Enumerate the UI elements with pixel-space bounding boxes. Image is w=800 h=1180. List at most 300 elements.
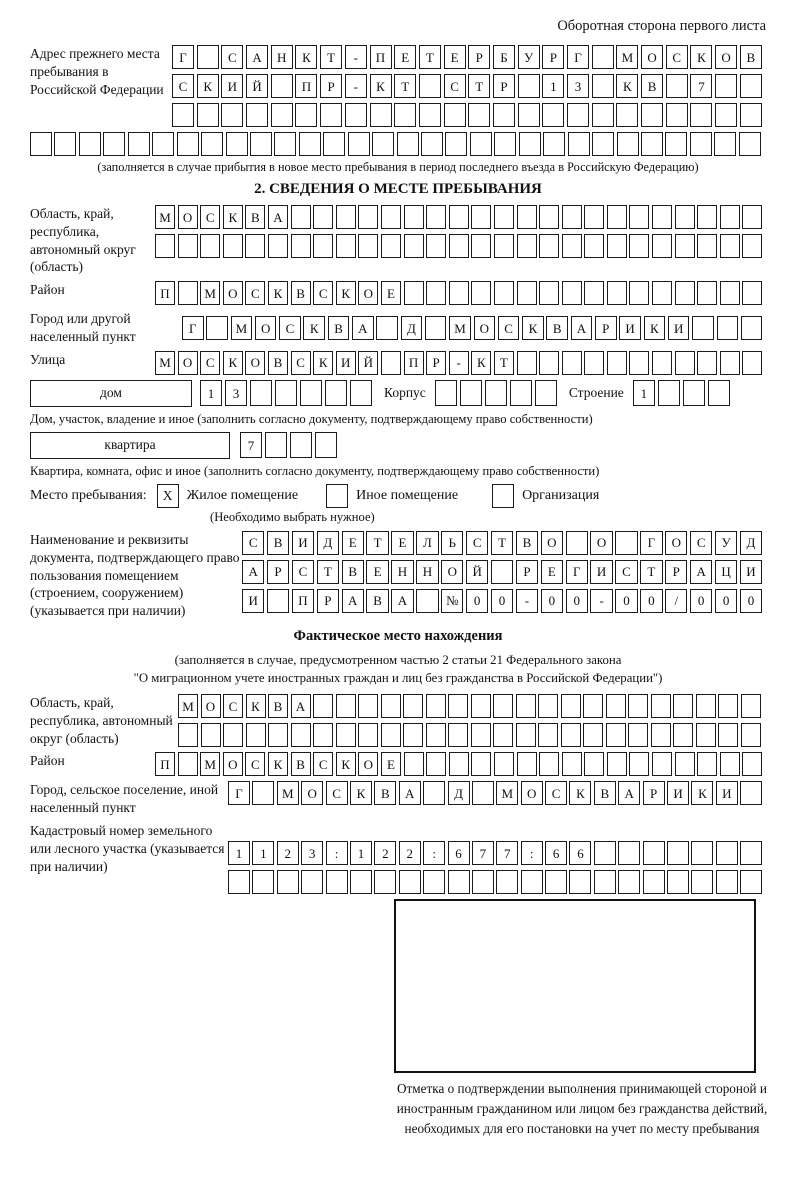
form-cell	[592, 74, 614, 98]
form-cell	[178, 281, 198, 305]
form-cell	[358, 234, 378, 258]
form-cell: К	[336, 752, 356, 776]
form-cell	[178, 234, 198, 258]
form-cell	[742, 752, 762, 776]
form-cell	[152, 132, 174, 156]
form-cell	[425, 316, 447, 340]
form-cell	[516, 694, 536, 718]
form-cell: С	[172, 74, 194, 98]
form-cell: М	[155, 351, 175, 375]
form-cell	[718, 694, 738, 718]
form-cell	[561, 723, 581, 747]
form-cell: С	[223, 694, 243, 718]
form-cell	[741, 316, 763, 340]
form-cell	[206, 316, 228, 340]
form-cell	[673, 723, 693, 747]
form-cell: О	[541, 531, 563, 555]
form-cell	[268, 234, 288, 258]
form-cell: Й	[358, 351, 378, 375]
form-cell	[675, 234, 695, 258]
form-cell	[448, 723, 468, 747]
form-cell: Н	[416, 560, 438, 584]
form-cell	[485, 380, 507, 406]
form-cell: И	[740, 560, 762, 584]
form-cell	[374, 870, 396, 894]
actual-city-label: Город, сельское поселение, иной населенный пункт	[30, 782, 219, 816]
form-cell: К	[268, 281, 288, 305]
form-cell: К	[223, 351, 243, 375]
form-cell: С	[313, 752, 333, 776]
form-cell	[178, 752, 198, 776]
form-cell: С	[545, 781, 567, 805]
form-cell: К	[246, 694, 266, 718]
form-cell	[54, 132, 76, 156]
form-cell	[404, 752, 424, 776]
form-cell	[325, 380, 347, 406]
form-cell	[584, 281, 604, 305]
prev-address-block	[30, 45, 766, 127]
form-cell	[740, 74, 762, 98]
form-cell	[618, 870, 640, 894]
form-cell	[538, 723, 558, 747]
form-cell: Е	[381, 752, 401, 776]
form-cell	[666, 74, 688, 98]
form-cell	[667, 870, 689, 894]
region-block	[30, 205, 766, 276]
form-cell	[691, 841, 713, 865]
form-cell	[372, 132, 394, 156]
form-cell	[246, 103, 268, 127]
form-cell	[350, 380, 372, 406]
cadastre-label: Кадастровый номер земельного или лесного участка (указывается при наличии)	[30, 823, 225, 874]
form-cell	[629, 234, 649, 258]
form-cell	[584, 351, 604, 375]
form-cell	[358, 694, 378, 718]
form-cell: К	[522, 316, 544, 340]
form-cell	[538, 694, 558, 718]
other-premises-checkbox	[326, 484, 348, 508]
form-cell	[470, 132, 492, 156]
organization-label: Организация	[522, 487, 600, 503]
form-cell	[519, 132, 541, 156]
form-cell	[435, 380, 457, 406]
form-cell	[584, 752, 604, 776]
street-row	[155, 351, 765, 375]
form-cell: Г	[228, 781, 250, 805]
form-cell	[496, 870, 518, 894]
confirmation-stamp-box	[394, 899, 756, 1073]
form-cell: Т	[317, 560, 339, 584]
form-cell: Ь	[441, 531, 463, 555]
form-cell: 2	[374, 841, 396, 865]
form-cell: П	[295, 74, 317, 98]
form-cell	[404, 281, 424, 305]
form-cell: С	[245, 752, 265, 776]
form-cell: С	[666, 45, 688, 69]
form-cell	[250, 380, 272, 406]
form-cell	[313, 694, 333, 718]
form-cell	[300, 380, 322, 406]
form-cell	[397, 132, 419, 156]
form-cell: О	[255, 316, 277, 340]
title-document-row-3	[242, 589, 765, 613]
form-cell: 1	[200, 380, 222, 406]
actual-region-row-2	[178, 723, 763, 747]
form-cell: В	[291, 281, 311, 305]
form-cell: И	[292, 531, 314, 555]
form-cell	[517, 351, 537, 375]
form-cell	[539, 205, 559, 229]
form-cell: Р	[468, 45, 490, 69]
form-cell: Е	[541, 560, 563, 584]
form-cell: Д	[401, 316, 423, 340]
form-cell	[691, 870, 713, 894]
form-cell	[539, 281, 559, 305]
form-cell	[358, 205, 378, 229]
form-cell	[592, 132, 614, 156]
form-cell	[250, 132, 272, 156]
form-cell: Д	[317, 531, 339, 555]
form-cell: О	[665, 531, 687, 555]
form-cell: О	[223, 281, 243, 305]
form-cell: -	[345, 74, 367, 98]
form-cell: Н	[271, 45, 293, 69]
form-cell	[295, 103, 317, 127]
form-cell	[716, 841, 738, 865]
form-cell	[313, 205, 333, 229]
form-cell	[197, 103, 219, 127]
form-cell	[381, 694, 401, 718]
form-cell	[592, 103, 614, 127]
form-cell	[692, 316, 714, 340]
form-cell	[539, 234, 559, 258]
actual-location-note	[30, 651, 766, 688]
form-cell	[567, 103, 589, 127]
form-cell	[313, 234, 333, 258]
form-cell	[376, 316, 398, 340]
form-cell	[562, 351, 582, 375]
form-cell	[652, 351, 672, 375]
actual-district-row	[155, 752, 765, 776]
form-cell: М	[231, 316, 253, 340]
actual-city-row	[228, 781, 765, 805]
form-cell: С	[291, 351, 311, 375]
form-cell	[201, 132, 223, 156]
form-cell	[471, 281, 491, 305]
apartment-block	[30, 432, 766, 459]
form-cell	[348, 132, 370, 156]
form-cell	[223, 234, 243, 258]
form-cell	[517, 234, 537, 258]
form-cell: 6	[569, 841, 591, 865]
form-cell	[697, 351, 717, 375]
form-cell	[419, 74, 441, 98]
form-cell	[629, 351, 649, 375]
region-row-1	[155, 205, 765, 229]
form-cell	[370, 103, 392, 127]
form-cell	[299, 132, 321, 156]
form-cell	[742, 234, 762, 258]
form-cell: К	[370, 74, 392, 98]
form-cell	[740, 870, 762, 894]
form-cell	[715, 103, 737, 127]
form-cell	[697, 205, 717, 229]
form-cell: О	[358, 752, 378, 776]
form-cell	[448, 870, 470, 894]
form-cell	[715, 74, 737, 98]
form-cell	[643, 870, 665, 894]
region-row-2	[155, 234, 765, 258]
form-cell	[606, 694, 626, 718]
form-cell	[562, 281, 582, 305]
form-cell: Й	[246, 74, 268, 98]
form-cell	[416, 589, 438, 613]
form-cell: 7	[690, 74, 712, 98]
form-cell	[539, 351, 559, 375]
form-cell: Т	[320, 45, 342, 69]
form-cell: А	[268, 205, 288, 229]
form-cell	[201, 723, 221, 747]
form-cell	[252, 870, 274, 894]
form-cell	[643, 841, 665, 865]
form-cell: Й	[466, 560, 488, 584]
form-cell	[517, 281, 537, 305]
form-cell	[381, 205, 401, 229]
form-cell: :	[326, 841, 348, 865]
form-cell: М	[200, 752, 220, 776]
form-cell: С	[466, 531, 488, 555]
stroenie-cells	[633, 380, 733, 406]
form-cell	[275, 380, 297, 406]
form-cell	[471, 694, 491, 718]
form-cell: К	[690, 45, 712, 69]
form-cell	[252, 781, 274, 805]
actual-location-title: Фактическое место нахождения	[293, 627, 503, 644]
form-cell: О	[441, 560, 463, 584]
form-cell: Н	[391, 560, 413, 584]
form-cell	[561, 694, 581, 718]
prev-address-row-1	[172, 45, 765, 69]
cadastre-row-2	[228, 870, 765, 894]
form-cell	[673, 694, 693, 718]
form-cell	[740, 103, 762, 127]
form-cell	[696, 723, 716, 747]
residential-label: Жилое помещение	[186, 487, 299, 503]
form-cell: В	[366, 589, 388, 613]
form-cell: М	[616, 45, 638, 69]
form-cell	[718, 723, 738, 747]
form-cell: 7	[240, 432, 262, 458]
form-cell: 7	[472, 841, 494, 865]
form-cell	[562, 205, 582, 229]
form-cell: В	[328, 316, 350, 340]
confirmation-stamp-caption: Отметка о подтверждении выполнения принимающей стороной и иностранным гражданином или лицом без гражданства действий, необходимых для его постановки на учет по месту пребывания	[396, 1081, 768, 1136]
form-cell	[178, 723, 198, 747]
form-cell	[468, 103, 490, 127]
form-cell: А	[342, 589, 364, 613]
form-cell	[741, 723, 761, 747]
actual-city-block	[30, 781, 766, 817]
form-cell: В	[374, 781, 396, 805]
korpus-label: Корпус	[384, 385, 426, 401]
form-cell: 0	[541, 589, 563, 613]
form-cell: 0	[466, 589, 488, 613]
form-cell: 0	[690, 589, 712, 613]
form-cell: 1	[252, 841, 274, 865]
form-cell: -	[590, 589, 612, 613]
form-cell	[491, 560, 513, 584]
form-cell	[740, 841, 762, 865]
form-cell: И	[590, 560, 612, 584]
form-cell: Р	[516, 560, 538, 584]
form-cell	[675, 205, 695, 229]
form-cell	[594, 841, 616, 865]
form-cell: Т	[491, 531, 513, 555]
form-cell	[628, 723, 648, 747]
form-cell	[290, 432, 312, 458]
form-cell: 3	[567, 74, 589, 98]
form-cell: Т	[366, 531, 388, 555]
form-cell: -	[516, 589, 538, 613]
form-cell	[267, 589, 289, 613]
form-cell: А	[352, 316, 374, 340]
form-cell: К	[644, 316, 666, 340]
form-cell: Е	[391, 531, 413, 555]
form-cell	[103, 132, 125, 156]
form-cell	[421, 132, 443, 156]
form-cell: У	[715, 531, 737, 555]
form-cell: О	[178, 205, 198, 229]
form-cell: И	[667, 781, 689, 805]
form-cell	[493, 103, 515, 127]
cadastre-row-1	[228, 841, 765, 865]
form-cell	[381, 723, 401, 747]
form-cell	[616, 103, 638, 127]
form-cell	[128, 132, 150, 156]
form-cell: М	[200, 281, 220, 305]
form-cell	[717, 316, 739, 340]
form-cell: В	[594, 781, 616, 805]
form-cell: В	[546, 316, 568, 340]
actual-district-block	[30, 752, 766, 776]
form-cell: О	[641, 45, 663, 69]
form-cell	[423, 781, 445, 805]
form-cell	[562, 752, 582, 776]
form-cell	[291, 234, 311, 258]
form-cell	[720, 205, 740, 229]
form-cell: Г	[567, 45, 589, 69]
form-cell	[607, 351, 627, 375]
form-cell	[445, 132, 467, 156]
form-cell	[658, 380, 680, 406]
form-cell	[539, 752, 559, 776]
form-cell	[471, 752, 491, 776]
form-cell	[313, 723, 333, 747]
form-cell	[607, 752, 627, 776]
form-cell: Д	[740, 531, 762, 555]
form-cell	[404, 205, 424, 229]
form-cell: 0	[740, 589, 762, 613]
form-cell	[675, 281, 695, 305]
form-cell	[277, 870, 299, 894]
form-cell	[583, 723, 603, 747]
form-cell: К	[691, 781, 713, 805]
form-cell: 1	[228, 841, 250, 865]
form-cell: П	[155, 752, 175, 776]
form-cell	[651, 723, 671, 747]
form-cell: К	[616, 74, 638, 98]
district-block	[30, 281, 766, 305]
korpus-cells	[435, 380, 560, 406]
form-cell: Р	[426, 351, 446, 375]
form-cell	[399, 870, 421, 894]
form-cell: К	[350, 781, 372, 805]
stroenie-label: Строение	[568, 385, 624, 401]
form-cell	[403, 694, 423, 718]
form-cell: О	[521, 781, 543, 805]
form-cell	[708, 380, 730, 406]
form-cell	[652, 205, 672, 229]
city-block	[30, 310, 766, 346]
form-cell	[720, 281, 740, 305]
form-cell	[426, 752, 446, 776]
form-cell: 0	[566, 589, 588, 613]
form-cell	[697, 752, 717, 776]
form-cell	[381, 351, 401, 375]
city-row	[182, 316, 765, 340]
form-cell	[651, 694, 671, 718]
form-cell	[629, 205, 649, 229]
form-cell	[545, 870, 567, 894]
form-cell: -	[345, 45, 367, 69]
form-cell	[720, 234, 740, 258]
street-block	[30, 351, 766, 375]
form-cell: №	[441, 589, 463, 613]
form-cell: С	[292, 560, 314, 584]
form-cell: 1	[633, 380, 655, 406]
form-cell: П	[292, 589, 314, 613]
form-cell	[419, 103, 441, 127]
form-cell: Т	[640, 560, 662, 584]
house-number-cells	[200, 380, 375, 406]
form-cell: Е	[366, 560, 388, 584]
form-cell: И	[221, 74, 243, 98]
form-cell	[652, 281, 672, 305]
form-cell	[666, 103, 688, 127]
form-cell: И	[242, 589, 264, 613]
actual-region-label: Область, край, республика, автономный округ (область)	[30, 695, 173, 746]
form-cell: Р	[595, 316, 617, 340]
form-cell	[471, 234, 491, 258]
form-cell	[641, 132, 663, 156]
actual-location-note-line2: "О миграционном учете иностранных граждан и лиц без гражданства в Российской Федерации")	[133, 671, 663, 686]
form-cell: Р	[267, 560, 289, 584]
form-cell	[394, 103, 416, 127]
form-cell	[697, 234, 717, 258]
district-row	[155, 281, 765, 305]
form-cell: И	[336, 351, 356, 375]
actual-region-block	[30, 694, 766, 747]
form-cell: Л	[416, 531, 438, 555]
form-cell	[228, 870, 250, 894]
form-cell	[426, 205, 446, 229]
form-cell: В	[641, 74, 663, 98]
form-cell: М	[155, 205, 175, 229]
form-cell	[423, 870, 445, 894]
form-cell	[652, 234, 672, 258]
title-document-row-1	[242, 531, 765, 555]
form-cell	[426, 723, 446, 747]
